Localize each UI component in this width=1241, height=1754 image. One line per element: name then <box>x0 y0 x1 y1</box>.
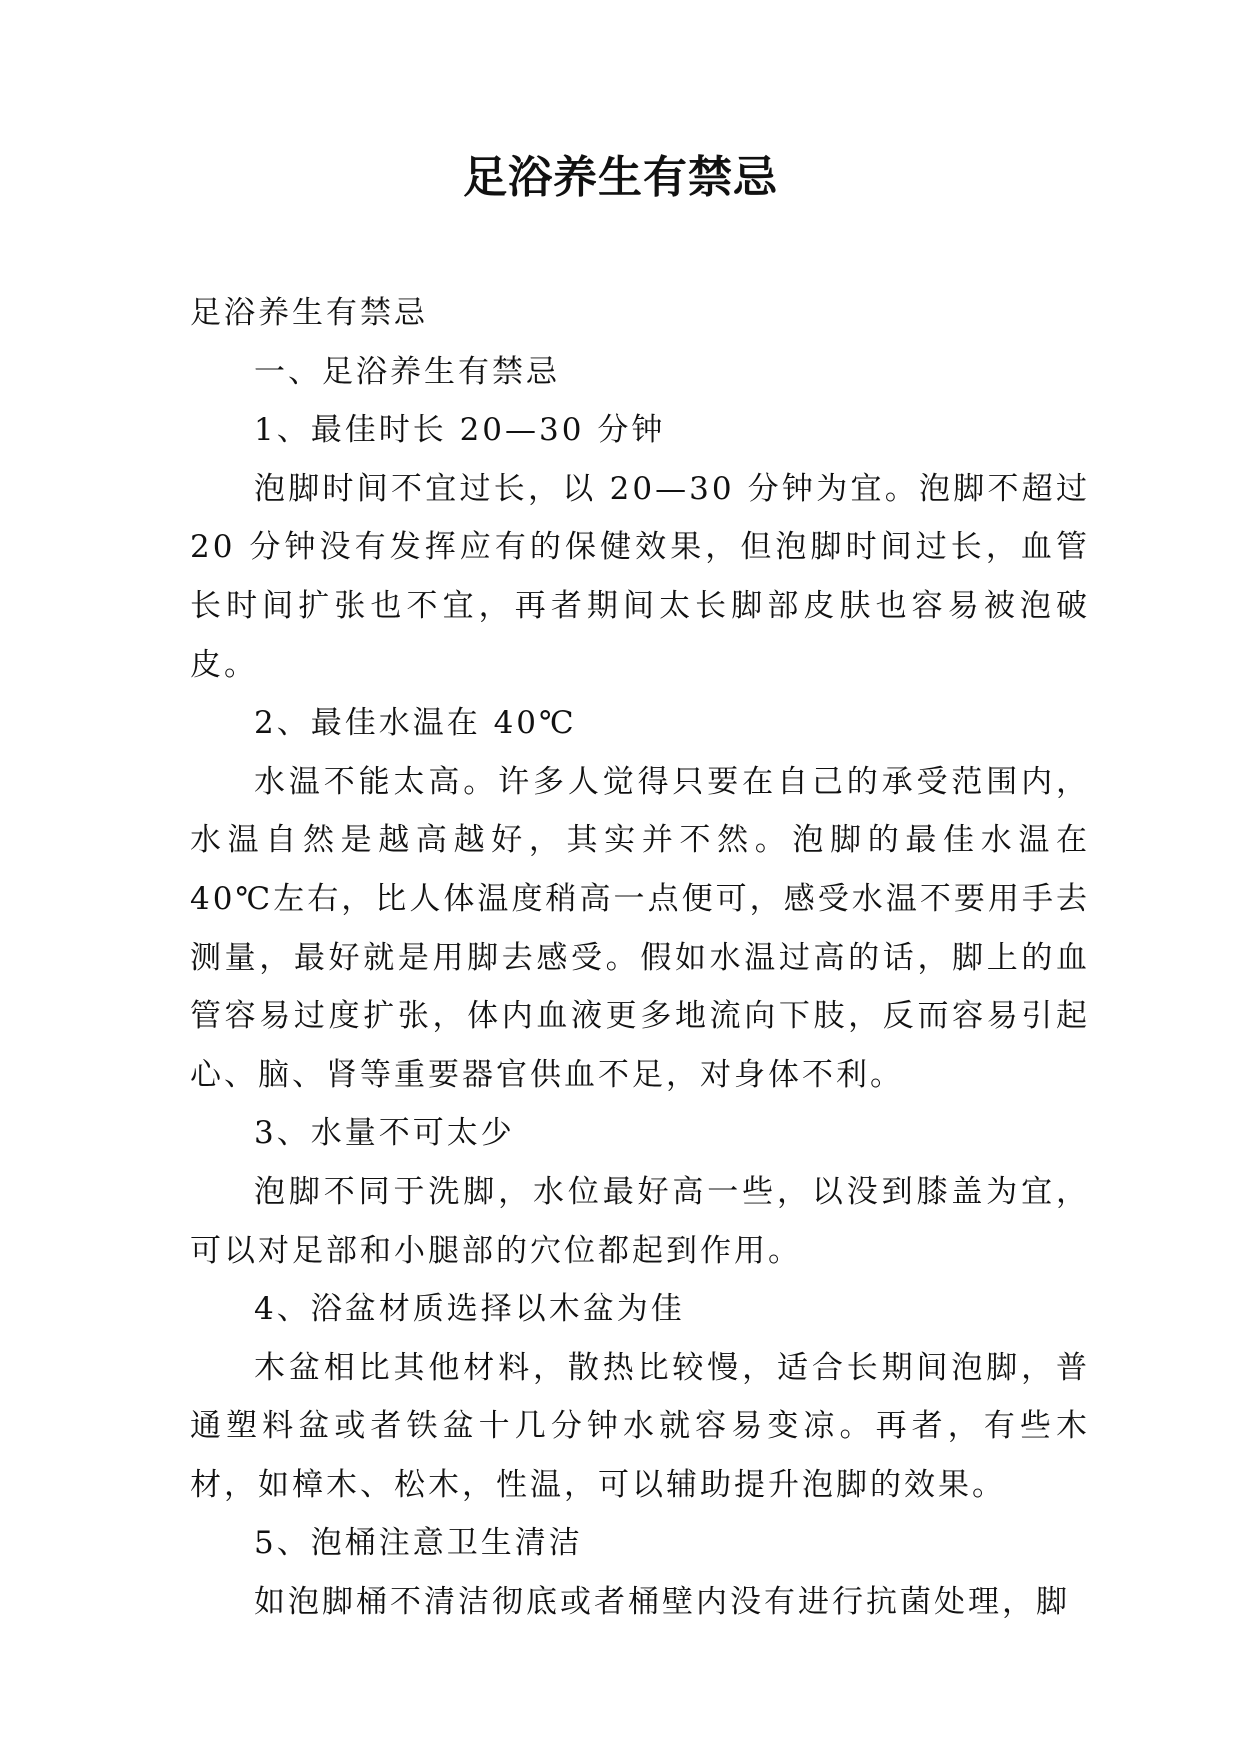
paragraph: 如泡脚桶不清洁彻底或者桶壁内没有进行抗菌处理，脚 <box>254 1584 1070 1621</box>
paragraph: 1、最佳时长 20—30 分钟 <box>254 412 666 449</box>
document-title: 足浴养生有禁忌 <box>463 152 778 203</box>
paragraph: 2、最佳水温在 40℃ <box>254 705 577 742</box>
document-body <box>190 284 1090 1632</box>
paragraph: 泡脚不同于洗脚，水位最好高一些，以没到膝盖为宜，可以对足部和小腿部的穴位都起到作用。 <box>190 1173 1090 1269</box>
paragraph: 足浴养生有禁忌 <box>190 295 428 331</box>
paragraph: 5、泡桶注意卫生清洁 <box>254 1525 583 1562</box>
paragraph: 木盆相比其他材料，散热比较慢，适合长期间泡脚，普通塑料盆或者铁盆十几分钟水就容易变凉。再者，有些木材，如樟木、松木，性温，可以辅助提升泡脚的效果。 <box>190 1349 1090 1503</box>
paragraph: 4、浴盆材质选择以木盆为佳 <box>254 1291 685 1328</box>
paragraph: 泡脚时间不宜过长，以 20—30 分钟为宜。泡脚不超过 20 分钟没有发挥应有的保健效果，但泡脚时间过长，血管长时间扩张也不宜，再者期间太长脚部皮肤也容易被泡破皮。 <box>190 470 1090 683</box>
paragraph: 水温不能太高。许多人觉得只要在自己的承受范围内，水温自然是越高越好，其实并不然。泡脚的最佳水温在 40℃左右，比人体温度稍高一点便可，感受水温不要用手去测量，最好就是用脚去感受。假如水温过高的话，脚上的血管容易过度扩张，体内血液更多地流向下肢，反而容易引起心、脑、肾等重要器官供血不足，对身体不利。 <box>190 763 1090 1093</box>
paragraph: 一、足浴养生有禁忌 <box>254 353 560 390</box>
paragraph: 3、水量不可太少 <box>254 1115 515 1152</box>
